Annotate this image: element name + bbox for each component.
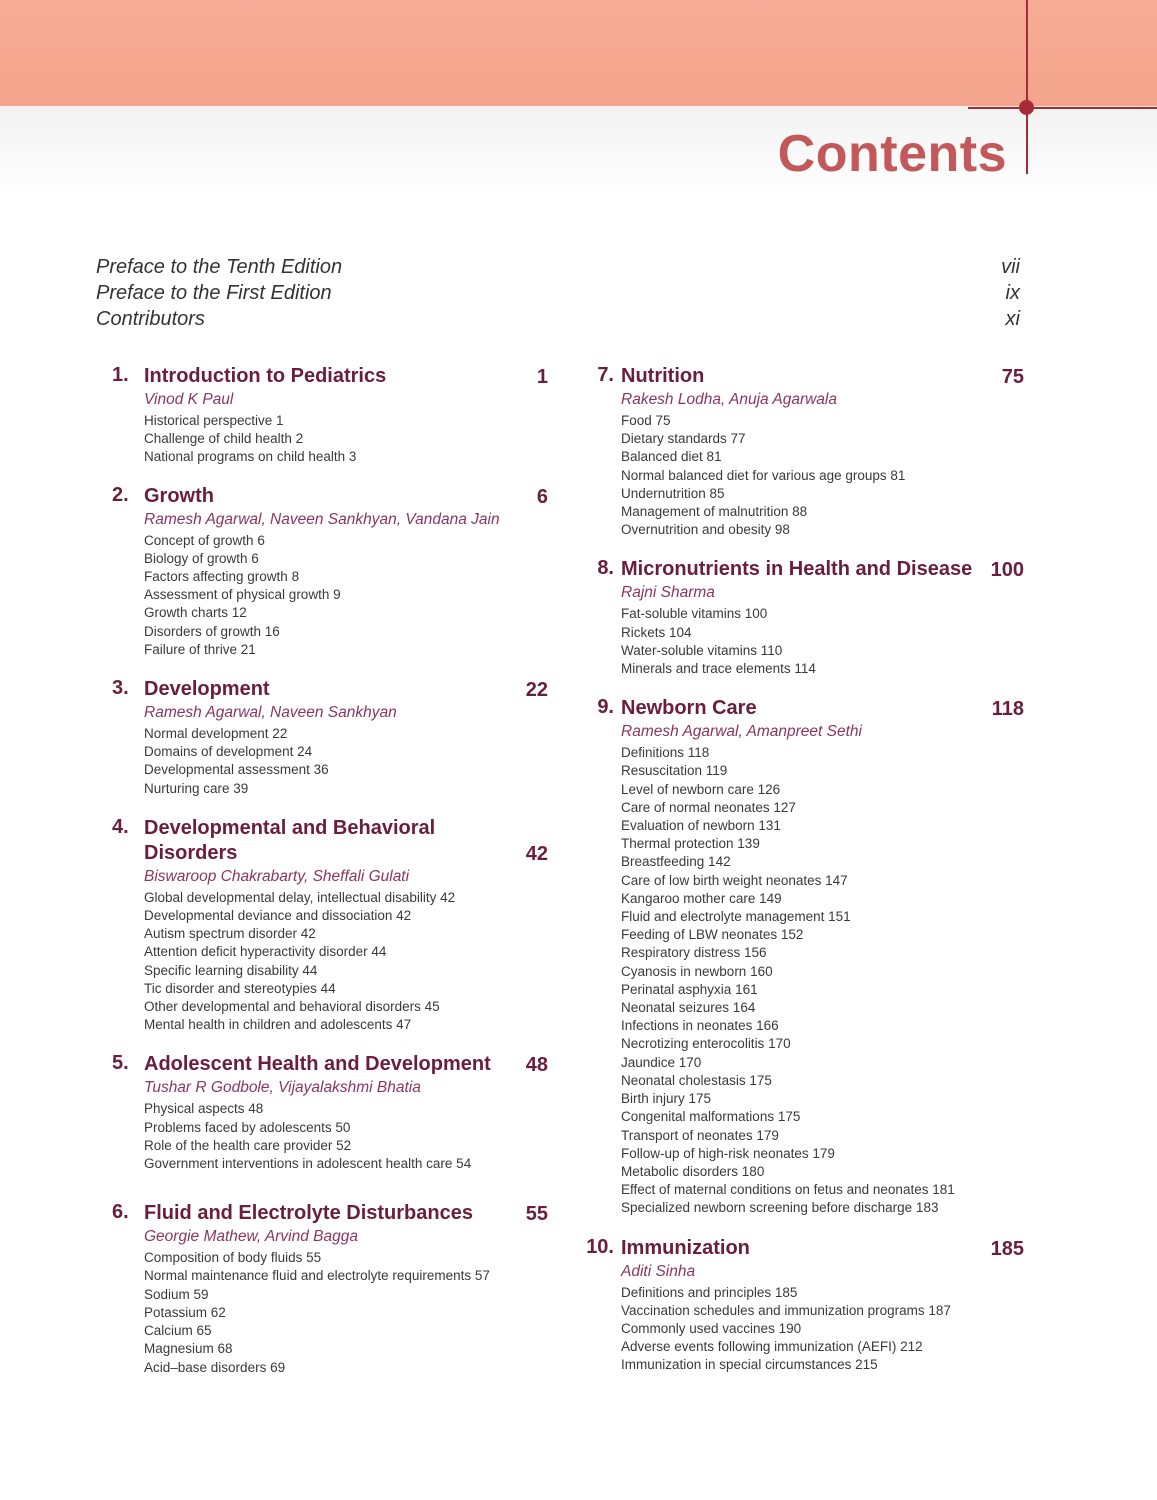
front-matter-item[interactable] <box>96 256 1020 282</box>
front-matter-label: Contributors <box>96 308 205 330</box>
section-entry[interactable]: Care of normal neonates 127 <box>621 799 796 815</box>
section-entry[interactable]: Role of the health care provider 52 <box>144 1137 352 1153</box>
chapter <box>578 696 1024 1217</box>
section-entry[interactable]: National programs on child health 3 <box>144 449 357 465</box>
section-entry[interactable]: Disorders of growth 16 <box>144 623 280 639</box>
section-entry[interactable]: Food 75 <box>621 413 671 428</box>
front-matter-page: vii <box>1001 256 1020 278</box>
front-matter-item[interactable] <box>96 282 1020 308</box>
chapter-heading[interactable] <box>112 816 548 866</box>
section-entry[interactable]: Overnutrition and obesity 98 <box>621 522 790 538</box>
chapter <box>112 364 548 467</box>
section-entry[interactable]: Infections in neonates 166 <box>621 1018 779 1034</box>
section-entry[interactable]: Undernutrition 85 <box>621 485 725 501</box>
chapter-heading[interactable] <box>578 696 1024 721</box>
chapter-number: 2. <box>112 483 129 506</box>
chapter-number: 3. <box>112 677 129 700</box>
section-list <box>144 725 548 798</box>
section-entry[interactable]: Rickets 104 <box>621 624 692 640</box>
section-entry[interactable]: Resuscitation 119 <box>621 763 728 779</box>
section-entry[interactable]: Neonatal cholestasis 175 <box>621 1072 772 1088</box>
chapter-page-number: 42 <box>525 842 548 865</box>
chapter-number: 4. <box>112 815 129 838</box>
chapter-authors: Rakesh Lodha, Anuja Agarwala <box>621 391 837 408</box>
chapter-number: 5. <box>112 1052 129 1075</box>
front-matter-item[interactable] <box>96 308 1020 334</box>
chapter <box>578 364 1024 539</box>
chapter-heading[interactable] <box>112 677 548 702</box>
chapter <box>112 484 548 659</box>
section-entry[interactable]: Feeding of LBW neonates 152 <box>621 927 804 943</box>
section-entry[interactable]: Normal balanced diet for various age groups 81 <box>621 467 906 483</box>
section-entry[interactable]: Kangaroo mother care 149 <box>621 890 782 906</box>
chapter-title: Introduction to Pediatrics <box>144 365 387 387</box>
section-entry[interactable]: Attention deficit hyperactivity disorder 44 <box>144 944 387 960</box>
section-list <box>144 412 548 467</box>
section-entry[interactable]: Definitions 118 <box>621 745 710 761</box>
chapter-heading[interactable] <box>112 364 548 389</box>
chapter-number: 7. <box>597 364 614 386</box>
header-banner <box>0 0 1157 106</box>
section-entry[interactable]: Mental health in children and adolescents 47 <box>144 1017 412 1033</box>
section-entry[interactable]: Balanced diet 81 <box>621 449 722 465</box>
chapter <box>578 557 1024 678</box>
section-list <box>621 744 1024 1217</box>
section-entry[interactable]: Factors affecting growth 8 <box>144 569 300 585</box>
section-entry[interactable]: Transport of neonates 179 <box>621 1127 779 1143</box>
section-entry[interactable]: Magnesium 68 <box>144 1341 233 1357</box>
chapter-number: 8. <box>597 557 614 580</box>
chapter-page-number: 1 <box>536 366 548 388</box>
chapter-title: Micronutrients in Health and Disease <box>621 558 973 581</box>
front-matter-page: xi <box>1005 308 1020 330</box>
section-list <box>621 412 1024 539</box>
section-entry[interactable]: Care of low birth weight neonates 147 <box>621 872 848 888</box>
section-entry[interactable]: Acid–base disorders 69 <box>144 1359 286 1375</box>
front-matter-label: Preface to the Tenth Edition <box>96 256 343 278</box>
section-entry[interactable]: Autism spectrum disorder 42 <box>144 926 316 942</box>
section-entry[interactable]: Thermal protection 139 <box>621 836 760 852</box>
section-entry[interactable]: Birth injury 175 <box>621 1091 712 1107</box>
section-entry[interactable]: Nurturing care 39 <box>144 780 249 796</box>
chapter-page-number: 185 <box>990 1237 1024 1260</box>
chapter <box>112 677 548 798</box>
section-entry[interactable]: Historical perspective 1 <box>144 413 284 428</box>
section-entry[interactable]: Growth charts 12 <box>144 605 247 621</box>
section-entry[interactable]: Cyanosis in newborn 160 <box>621 963 773 979</box>
chapter-title: Development <box>144 678 270 701</box>
section-entry[interactable]: Perinatal asphyxia 161 <box>621 981 758 997</box>
section-entry[interactable]: Potassium 62 <box>144 1304 226 1320</box>
decorative-dot <box>1019 100 1034 115</box>
chapter <box>112 816 548 1035</box>
section-entry[interactable]: Other developmental and behavioral disorders 45 <box>144 999 440 1015</box>
section-entry[interactable]: Definitions and principles 185 <box>621 1284 798 1300</box>
section-entry[interactable]: Problems faced by adolescents 50 <box>144 1119 351 1135</box>
section-entry[interactable]: Assessment of physical growth 9 <box>144 587 341 603</box>
chapter-number: 10. <box>586 1235 614 1258</box>
section-list <box>144 1249 548 1376</box>
front-matter-page: ix <box>1005 282 1020 304</box>
section-entry[interactable]: Biology of growth 6 <box>144 550 259 566</box>
chapter-page-number: 22 <box>525 679 548 702</box>
chapter-page-number: 6 <box>536 485 548 508</box>
section-entry[interactable]: Specific learning disability 44 <box>144 962 318 978</box>
section-entry[interactable]: Normal maintenance fluid and electrolyte requirements 57 <box>144 1268 490 1284</box>
chapter-heading[interactable] <box>112 484 548 509</box>
section-entry[interactable]: Immunization in special circumstances 215 <box>621 1357 878 1373</box>
chapter-number: 6. <box>112 1201 129 1224</box>
chapter-authors: Georgie Mathew, Arvind Bagga <box>144 1228 358 1246</box>
contents-column-right <box>578 364 1024 1375</box>
chapter-number: 9. <box>597 696 614 719</box>
section-entry[interactable]: Normal development 22 <box>144 726 288 742</box>
section-entry[interactable]: Jaundice 170 <box>621 1054 702 1070</box>
section-entry[interactable]: Developmental deviance and dissociation 42 <box>144 908 412 924</box>
chapter-number: 1. <box>112 364 129 386</box>
section-entry[interactable]: Concept of growth 6 <box>144 532 265 548</box>
section-entry[interactable]: Neonatal seizures 164 <box>621 1000 756 1016</box>
chapter-authors: Ramesh Agarwal, Naveen Sankhyan, Vandana Jain <box>144 510 500 528</box>
section-entry[interactable]: Minerals and trace elements 114 <box>621 661 816 677</box>
front-matter-label: Preface to the First Edition <box>96 282 332 304</box>
section-entry[interactable]: Water-soluble vitamins 110 <box>621 642 783 658</box>
chapter-page-number: 100 <box>990 559 1024 582</box>
section-entry[interactable]: Calcium 65 <box>144 1323 212 1339</box>
section-entry[interactable]: Follow-up of high-risk neonates 179 <box>621 1145 835 1161</box>
section-entry[interactable]: Challenge of child health 2 <box>144 431 304 447</box>
section-entry[interactable]: Developmental assessment 36 <box>144 762 329 778</box>
section-entry[interactable]: Metabolic disorders 180 <box>621 1163 765 1179</box>
page-title: Contents <box>777 125 1007 183</box>
section-entry[interactable]: Fluid and electrolyte management 151 <box>621 909 851 925</box>
decorative-vertical-rule <box>1026 0 1028 174</box>
chapter-title: Newborn Care <box>621 697 757 720</box>
chapter-authors: Biswaroop Chakrabarty, Sheffali Gulati <box>144 867 410 885</box>
section-entry[interactable]: Failure of thrive 21 <box>144 641 256 657</box>
section-entry[interactable]: Specialized newborn screening before discharge 183 <box>621 1200 939 1216</box>
section-entry[interactable]: Physical aspects 48 <box>144 1101 264 1117</box>
chapter-heading[interactable] <box>578 1236 1024 1261</box>
chapter-title: Growth <box>144 484 214 507</box>
chapter-authors: Vinod K Paul <box>144 391 234 408</box>
chapter-authors: Ramesh Agarwal, Amanpreet Sethi <box>621 723 862 741</box>
chapter-heading[interactable] <box>578 364 1024 389</box>
section-list <box>144 1100 548 1173</box>
section-entry[interactable]: Congenital malformations 175 <box>621 1109 801 1125</box>
contents-column-left <box>112 364 548 1377</box>
chapter <box>112 1052 548 1173</box>
chapter <box>578 1236 1024 1375</box>
chapter-title: Adolescent Health and Development <box>144 1053 491 1076</box>
section-entry[interactable]: Management of malnutrition 88 <box>621 504 808 520</box>
chapter-heading[interactable] <box>112 1052 548 1077</box>
chapter-heading[interactable] <box>578 557 1024 582</box>
section-entry[interactable]: Dietary standards 77 <box>621 431 746 447</box>
section-entry[interactable]: Composition of body fluids 55 <box>144 1250 322 1266</box>
section-entry[interactable]: Adverse events following immunization (AEFI) 212 <box>621 1339 923 1355</box>
chapter-authors: Tushar R Godbole, Vijayalakshmi Bhatia <box>144 1079 421 1097</box>
section-list <box>144 532 548 659</box>
chapter-heading[interactable] <box>112 1201 548 1226</box>
chapter <box>112 1201 548 1376</box>
chapter-page-number: 75 <box>1001 366 1024 388</box>
section-entry[interactable]: Tic disorder and stereotypies 44 <box>144 980 336 996</box>
section-entry[interactable]: Level of newborn care 126 <box>621 781 781 797</box>
chapter-authors: Rajni Sharma <box>621 584 715 602</box>
section-list <box>621 605 1024 678</box>
section-entry[interactable]: Fat-soluble vitamins 100 <box>621 606 768 622</box>
section-entry[interactable]: Evaluation of newborn 131 <box>621 818 781 834</box>
section-entry[interactable]: Commonly used vaccines 190 <box>621 1320 802 1336</box>
section-entry[interactable]: Domains of development 24 <box>144 744 313 760</box>
section-list <box>621 1284 1024 1375</box>
chapter-title: Fluid and Electrolyte Disturbances <box>144 1202 473 1225</box>
chapter-page-number: 48 <box>525 1054 548 1077</box>
section-entry[interactable]: Vaccination schedules and immunization programs 187 <box>621 1302 951 1318</box>
chapter-authors: Aditi Sinha <box>621 1262 696 1280</box>
chapter-page-number: 55 <box>525 1203 548 1226</box>
chapter-authors: Ramesh Agarwal, Naveen Sankhyan <box>144 704 397 722</box>
section-entry[interactable]: Global developmental delay, intellectual disability 42 <box>144 889 456 905</box>
section-entry[interactable]: Government interventions in adolescent health care 54 <box>144 1156 472 1172</box>
chapter-page-number: 118 <box>991 698 1024 721</box>
chapter-title: Nutrition <box>621 365 705 387</box>
section-list <box>144 889 548 1035</box>
section-entry[interactable]: Necrotizing enterocolitis 170 <box>621 1036 791 1052</box>
section-entry[interactable]: Respiratory distress 156 <box>621 945 767 961</box>
section-entry[interactable]: Breastfeeding 142 <box>621 854 731 870</box>
chapter-title: Developmental and Behavioral Disorders <box>144 816 436 864</box>
chapter-title: Immunization <box>621 1236 750 1259</box>
section-entry[interactable]: Effect of maternal conditions on fetus and neonates 181 <box>621 1182 955 1198</box>
decorative-horizontal-rule <box>968 107 1157 109</box>
section-entry[interactable]: Sodium 59 <box>144 1286 209 1302</box>
